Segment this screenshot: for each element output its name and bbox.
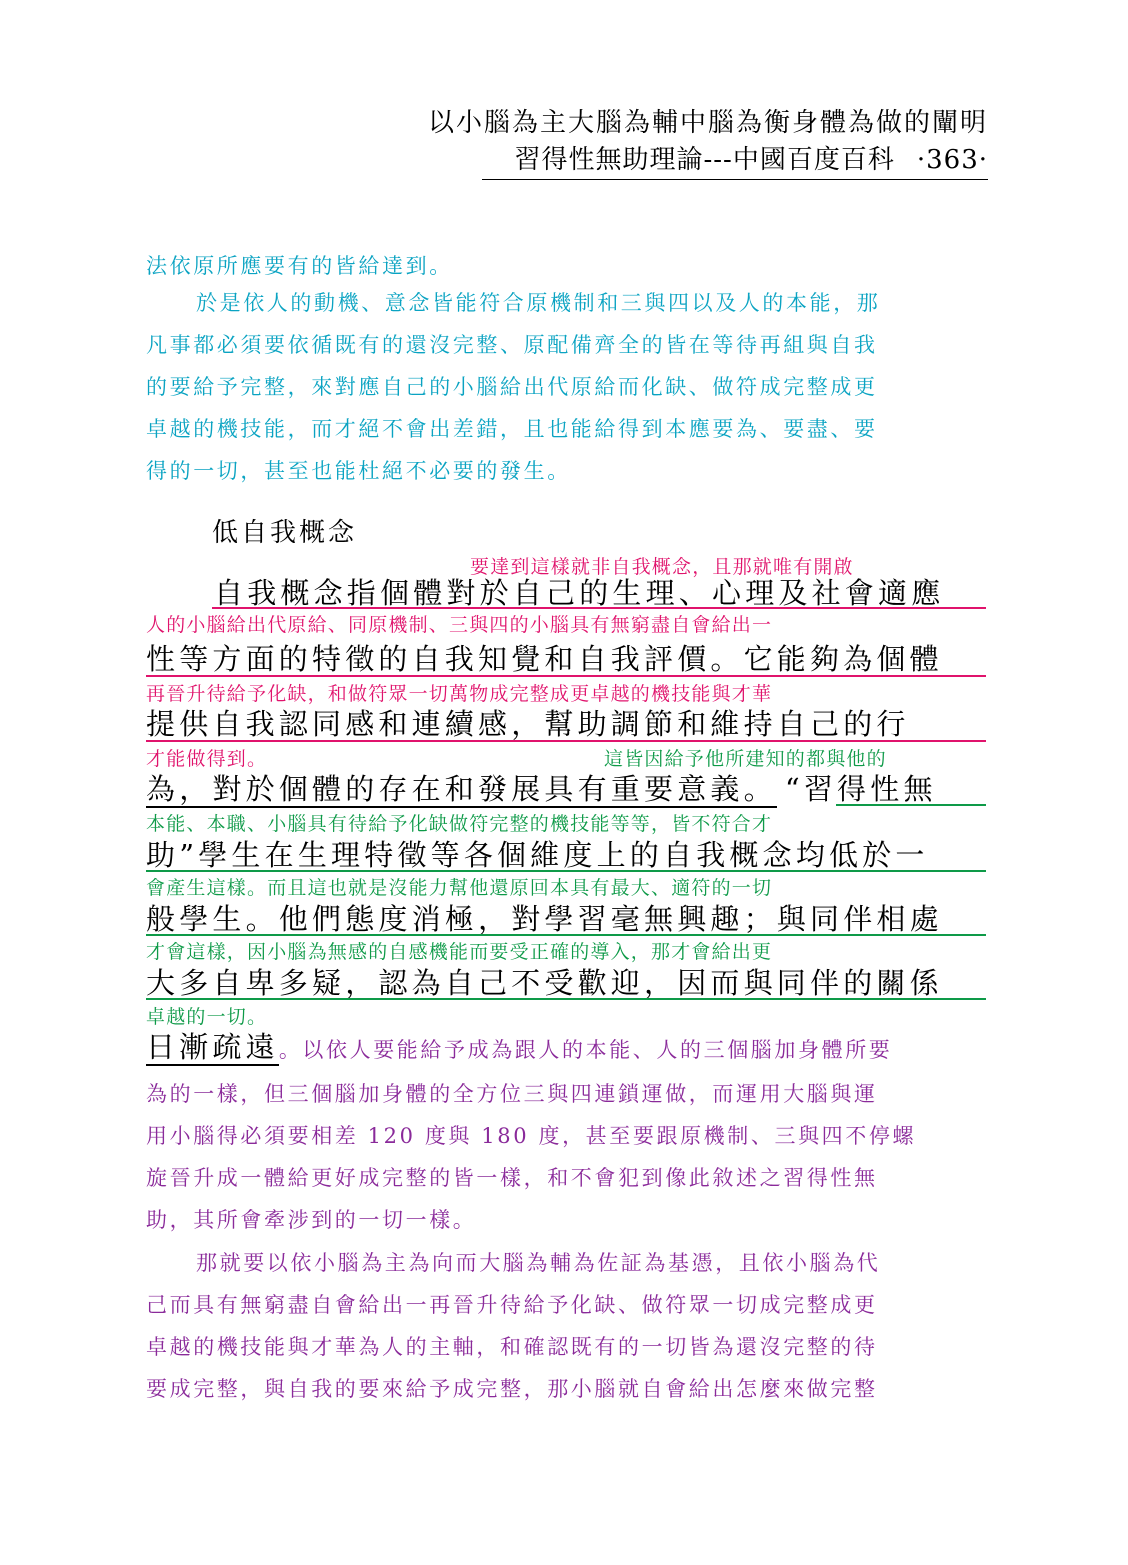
paragraph-line: 助，其所會牽涉到的一切一樣。 [146, 1208, 477, 1232]
continuation-text: 。以依人要能給予成為跟人的本能、人的三個腦加身體所要 [278, 1038, 893, 1062]
annotation: 這皆因給予他所建知的都與他的 [604, 748, 887, 770]
paragraph-line: 要成完整，與自我的要來給予成完整，那小腦就自會給出怎麼來做完整 [146, 1377, 878, 1401]
quote-line: 提供自我認同感和連續感，幫助調節和維持自己的行 [146, 707, 910, 741]
body-paragraph [146, 1073, 986, 1241]
section-subtitle-line [482, 141, 988, 180]
paragraph-line: 旋晉升成一體給更好成完整的皆一樣，和不會犯到像此敘述之習得性無 [146, 1166, 878, 1190]
intro-line [146, 245, 986, 287]
quote-line-row [146, 772, 986, 806]
quote-line: 助”學生在生理特徵等各個維度上的自我概念均低於一 [146, 838, 929, 872]
page-header [140, 105, 988, 180]
paragraph-line: 那就要以依小腦為主為向而大腦為輔為佐証為基憑，且依小腦為代 [196, 1251, 881, 1275]
underline [146, 870, 986, 872]
intro-paragraph [146, 282, 986, 492]
book-title: 以小腦為主大腦為輔中腦為衡身體為做的闡明 [427, 108, 988, 138]
annotation: 卓越的一切。 [146, 1006, 268, 1028]
quote-line: 日漸疏遠 [146, 1030, 279, 1064]
paragraph-line: 得的一切，甚至也能杜絕不必要的發生。 [146, 459, 571, 483]
annotation: 才能做得到。 [146, 748, 268, 770]
paragraph-line: 於是依人的動機、意念皆能符合原機制和三與四以及人的本能，那 [196, 291, 881, 315]
quote-line: 般學生。他們態度消極，對學習毫無興趣；與同伴相處 [146, 902, 943, 936]
paragraph-line: 凡事都必須要依循既有的還沒完整、原配備齊全的皆在等待再組與自我 [146, 333, 878, 357]
annotation: 人的小腦給出代原給、同原機制、三與四的小腦具有無窮盡自會給出一 [146, 614, 773, 636]
annotation: 會產生這樣。而且這也就是沒能力幫他還原回本具有最大、適符的一切 [146, 877, 773, 899]
paragraph-line: 為的一樣，但三個腦加身體的全方位三與四連鎖運做，而運用大腦與運 [146, 1082, 878, 1106]
quote-line: 自我概念指個體對於自己的生理、心理及社會適應 [214, 576, 945, 610]
annotation: 再晉升待給予化缺，和做符眾一切萬物成完整成更卓越的機技能與才華 [146, 683, 773, 705]
paragraph-line: 己而具有無窮盡自會給出一再晉升待給予化缺、做符眾一切成完整成更 [146, 1293, 878, 1317]
quote-final-row [146, 1030, 986, 1067]
annotation: 要達到這樣就非自我概念，且那就唯有開啟 [470, 556, 854, 578]
paragraph-line: 的要給予完整，來對應自己的小腦給出代原給而化缺、做符成完整成更 [146, 375, 878, 399]
quote-line: “習得性無 [784, 772, 937, 806]
quote-line: 為，對於個體的存在和發展具有重要意義。 [146, 772, 777, 806]
paragraph-line: 卓越的機技能與才華為人的主軸，和確認既有的一切皆為還沒完整的待 [146, 1335, 878, 1359]
body-paragraph [146, 1242, 986, 1410]
section-subtitle: 習得性無助理論---中國百度百科 [514, 145, 895, 175]
intro-text: 法依原所應要有的皆給達到。 [146, 254, 453, 278]
quote-line: 大多自卑多疑，認為自己不受歡迎，因而與同伴的關係 [146, 966, 943, 1000]
underline [146, 934, 986, 936]
page-number: ·363· [916, 145, 988, 175]
quote-line: 性等方面的特徵的自我知覺和自我評價。它能夠為個體 [146, 642, 943, 676]
paragraph-line: 卓越的機技能，而才絕不會出差錯，且也能給得到本應要為、要盡、要 [146, 417, 878, 441]
underline [146, 675, 986, 677]
annotation: 本能、本職、小腦具有待給予化缺做符完整的機技能等等，皆不符合才 [146, 813, 773, 835]
annotation: 才會這樣，因小腦為無感的自感機能而要受正確的導入，那才會給出更 [146, 941, 773, 963]
underline [212, 607, 986, 609]
underline [146, 998, 986, 1000]
underline [146, 740, 986, 742]
underline [836, 804, 986, 806]
section-heading: 低自我概念 [212, 518, 358, 548]
paragraph-line: 用小腦得必須要相差 120 度與 180 度，甚至要跟原機制、三與四不停螺 [146, 1124, 917, 1148]
